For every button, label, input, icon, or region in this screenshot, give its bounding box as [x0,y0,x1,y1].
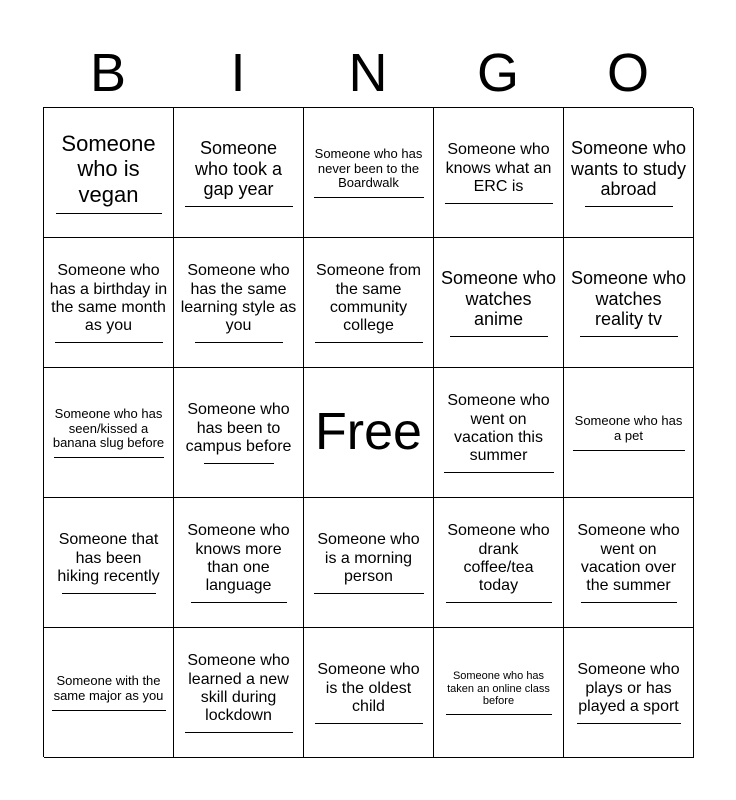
cell-text: Someone who went on vacation over the summer [577,522,680,595]
bingo-cell[interactable] [304,108,434,238]
cell-text: Someone who watches reality tv [570,267,687,330]
cell-text: Someone who has taken an online class before [447,670,550,708]
cell-text: Someone who has a birthday in the same month as you [49,262,168,335]
bingo-cell[interactable] [304,238,434,368]
bingo-cell[interactable] [564,238,694,368]
cell-text: Someone who knows what an ERC is [445,141,552,196]
cell-text: Someone who has the same learning style as you [180,262,297,335]
header-letter-i: I [230,43,246,103]
bingo-cell[interactable] [434,628,564,758]
header-letter-o: O [606,43,649,103]
bingo-cell[interactable] [174,108,304,238]
cell-text: Someone who took a gap year [194,137,283,200]
bingo-cell[interactable] [304,628,434,758]
signature-line [315,723,423,724]
cell-text: Someone who has never been to the Boardwalk [314,145,423,191]
cell-text: Someone who has a pet [574,413,683,443]
signature-line [446,714,552,715]
bingo-cell[interactable] [44,238,174,368]
bingo-cell[interactable] [564,368,694,498]
bingo-cell[interactable] [434,108,564,238]
signature-line [573,450,685,451]
header-letter-b: B [89,43,127,103]
bingo-cell[interactable] [44,368,174,498]
signature-line [581,602,677,603]
cell-text: Someone who is the oldest child [317,661,420,716]
cell-text: Someone who has been to campus before [185,401,292,456]
bingo-cell[interactable] [174,628,304,758]
signature-line [585,206,673,207]
signature-line [315,342,423,343]
free-space[interactable] [304,368,434,498]
cell-text: Someone who wants to study abroad [570,137,687,200]
signature-line [446,602,552,603]
header-letter-g: G [476,43,519,103]
bingo-cell[interactable] [44,108,174,238]
signature-line [52,710,166,711]
header-letter-n: N [348,43,388,103]
cell-text: Someone who is a morning person [317,531,420,586]
bingo-cell[interactable] [174,368,304,498]
signature-line [577,723,681,724]
signature-line [445,203,553,204]
signature-line [185,732,293,733]
signature-line [204,463,274,464]
cell-text: Someone from the same community college [316,262,421,335]
signature-line [55,342,163,343]
signature-line [450,336,548,337]
signature-line [314,593,424,594]
cell-text: Someone who has seen/kissed a banana slug before [52,405,165,451]
cell-text: Someone who knows more than one language [187,522,290,595]
cell-text: Someone who watches anime [440,267,557,330]
cell-text: Someone that has been hiking recently [57,531,160,586]
bingo-cell[interactable] [564,628,694,758]
bingo-cell[interactable] [44,628,174,758]
bingo-cell[interactable] [174,498,304,628]
cell-text: Someone who learned a new skill during lockdown [187,652,290,725]
signature-line [191,602,287,603]
cell-text: Someone who plays or has played a sport [577,661,680,716]
bingo-cell[interactable] [434,368,564,498]
signature-line [580,336,678,337]
bingo-cell[interactable] [434,498,564,628]
signature-line [56,213,162,214]
bingo-cell[interactable] [304,498,434,628]
bingo-grid [43,107,693,757]
signature-line [185,206,293,207]
signature-line [62,593,156,594]
bingo-header [43,40,693,106]
cell-text: Someone who went on vacation this summer [447,392,550,465]
signature-line [314,197,424,198]
signature-line [195,342,283,343]
bingo-cell[interactable] [44,498,174,628]
signature-line [54,457,164,458]
signature-line [444,472,554,473]
bingo-cell[interactable] [564,498,694,628]
free-space-label: Free [315,402,422,461]
bingo-cell[interactable] [564,108,694,238]
bingo-cell[interactable] [174,238,304,368]
cell-text: Someone who drank coffee/tea today [447,522,550,595]
cell-text: Someone who is vegan [61,131,156,207]
cell-text: Someone with the same major as you [53,673,164,703]
bingo-cell[interactable] [434,238,564,368]
